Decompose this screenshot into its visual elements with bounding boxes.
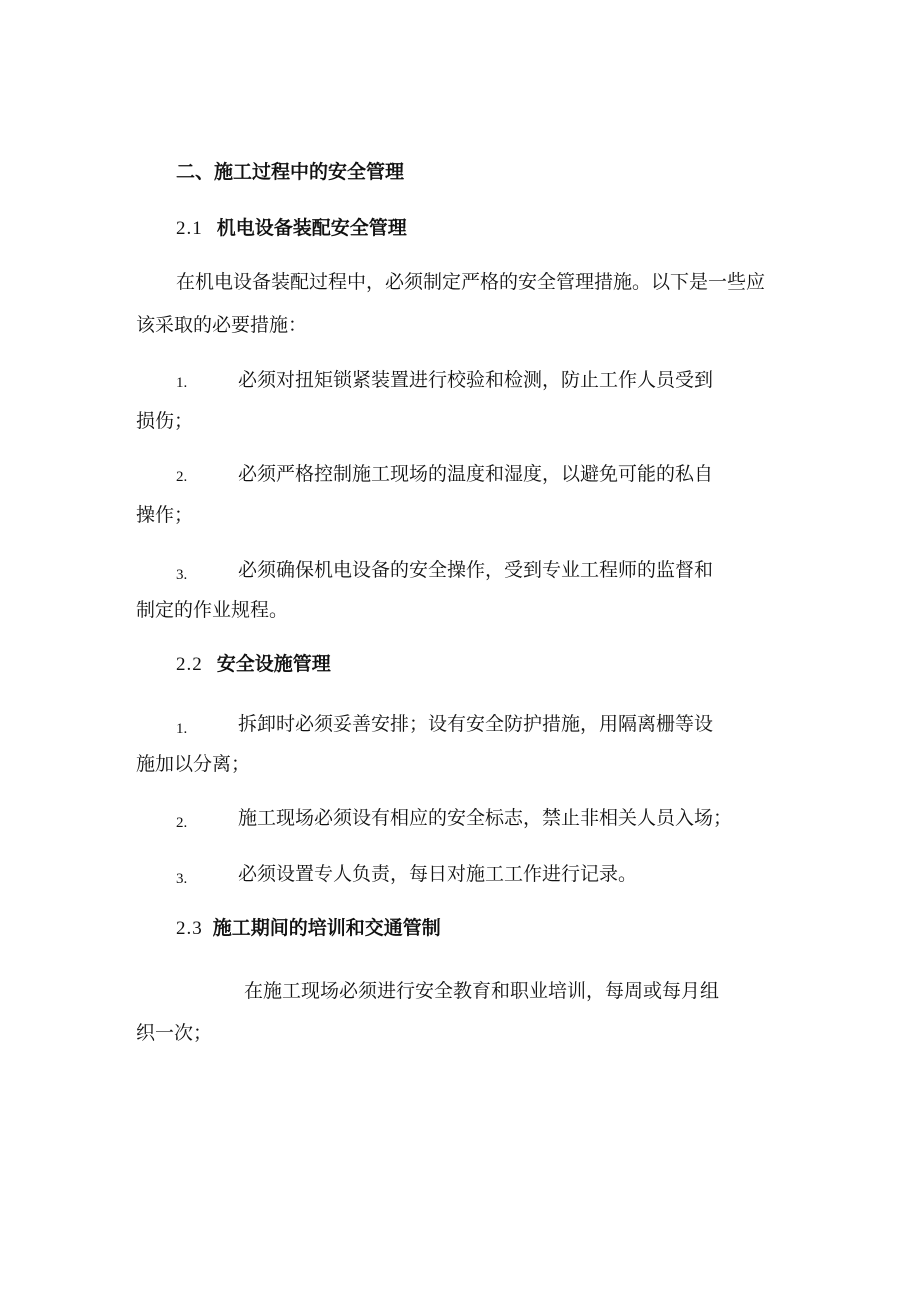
heading-2-1 (176, 216, 407, 241)
list-item-text-cont: 制定的作业规程。 (136, 599, 289, 621)
list-item-text-cont: 施加以分离； (136, 753, 251, 775)
intro-line-2: 该采取的必要措施： (136, 314, 308, 336)
list-item-text-cont: 操作； (136, 504, 194, 526)
section-title: 二、施工过程中的安全管理 (176, 161, 405, 183)
list-item-text: 必须严格控制施工现场的温度和湿度，以避免可能的私自 (238, 463, 714, 485)
list-number: 2. (176, 469, 188, 485)
list-number: 3. (176, 567, 188, 583)
list-item-text-cont: 损伤； (136, 410, 194, 432)
intro-line-1: 在机电设备装配过程中，必须制定严格的安全管理措施。以下是一些应 (176, 271, 766, 293)
heading-2-1-title: 机电设备装配安全管理 (216, 217, 407, 239)
heading-2-2-number: 2.2 (176, 654, 203, 675)
list-item-text: 施工现场必须设有相应的安全标志，禁止非相关人员入场； (238, 807, 733, 829)
heading-2-2-title: 安全设施管理 (216, 653, 331, 675)
list-number: 1. (176, 375, 188, 391)
heading-2-3 (176, 916, 441, 941)
heading-2-1-number: 2.1 (176, 218, 203, 239)
list-number: 3. (176, 871, 188, 887)
list-item-text: 必须设置专人负责，每日对施工工作进行记录。 (238, 863, 638, 885)
list-item-text: 拆卸时必须妥善安排；设有安全防护措施，用隔离栅等设 (238, 713, 714, 735)
heading-2-2 (176, 652, 331, 677)
list-number: 1. (176, 721, 188, 737)
list-item-text: 必须确保机电设备的安全操作，受到专业工程师的监督和 (238, 559, 714, 581)
paragraph-line-1: 在施工现场必须进行安全教育和职业培训，每周或每月组 (244, 980, 720, 1002)
paragraph-line-2: 织一次； (136, 1022, 213, 1044)
heading-2-3-number: 2.3 (176, 918, 203, 939)
list-number: 2. (176, 815, 188, 831)
heading-2-3-title: 施工期间的培训和交通管制 (212, 917, 441, 939)
list-item-text: 必须对扭矩锁紧装置进行校验和检测，防止工作人员受到 (238, 369, 714, 391)
